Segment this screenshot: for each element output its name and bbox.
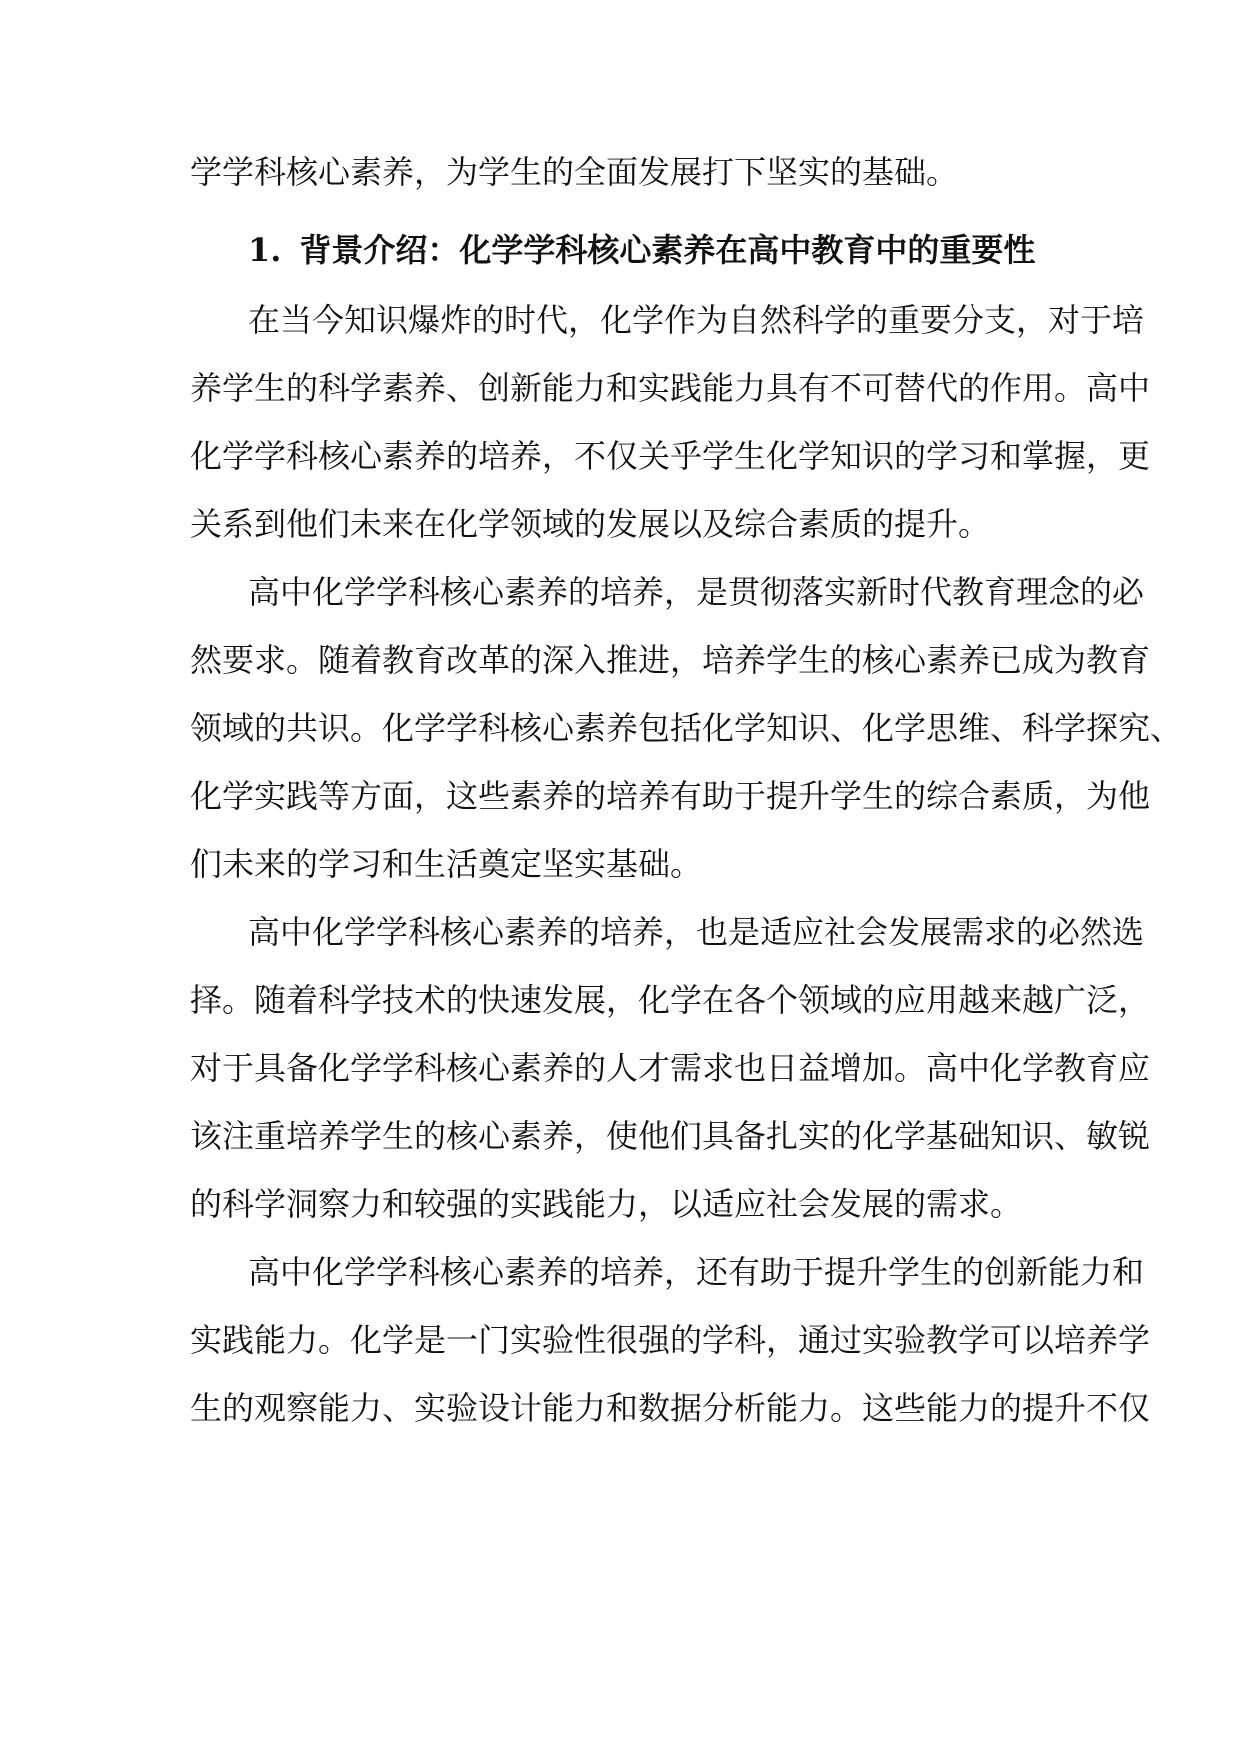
paragraph-line: 高中化学学科核心素养的培养，是贯彻落实新时代教育理念的必 bbox=[248, 573, 1145, 611]
paragraph-line: 在当今知识爆炸的时代，化学作为自然科学的重要分支，对于培 bbox=[248, 301, 1145, 339]
paragraph-line: 关系到他们未来在化学领域的发展以及综合素质的提升。 bbox=[190, 505, 991, 543]
paragraph-line: 领域的共识。化学学科核心素养包括化学知识、化学思维、科学探究、 bbox=[190, 709, 1183, 747]
paragraph-line: 养学生的科学素养、创新能力和实践能力具有不可替代的作用。高中 bbox=[190, 369, 1151, 407]
paragraph-line: 化学学科核心素养的培养，不仅关乎学生化学知识的学习和掌握，更 bbox=[190, 437, 1151, 475]
paragraph-line: 的科学洞察力和较强的实践能力，以适应社会发展的需求。 bbox=[190, 1185, 1023, 1223]
paragraph-line: 实践能力。化学是一门实验性很强的学科，通过实验教学可以培养学 bbox=[190, 1321, 1151, 1359]
section-number: 1. bbox=[248, 231, 282, 269]
section-title: 背景介绍：化学学科核心素养在高中教育中的重要性 bbox=[299, 231, 1036, 269]
paragraph-line: 然要求。随着教育改革的深入推进，培养学生的核心素养已成为教育 bbox=[190, 641, 1151, 679]
paragraph-line: 对于具备化学学科核心素养的人才需求也日益增加。高中化学教育应 bbox=[190, 1049, 1151, 1087]
section-heading bbox=[248, 230, 1035, 270]
paragraph-line: 高中化学学科核心素养的培养，也是适应社会发展需求的必然选 bbox=[248, 913, 1145, 951]
paragraph-line: 化学实践等方面，这些素养的培养有助于提升学生的综合素质，为他 bbox=[190, 777, 1151, 815]
paragraph-line: 该注重培养学生的核心素养，使他们具备扎实的化学基础知识、敏锐 bbox=[190, 1117, 1151, 1155]
paragraph-line: 高中化学学科核心素养的培养，还有助于提升学生的创新能力和 bbox=[248, 1253, 1145, 1291]
paragraph-line: 们未来的学习和生活奠定坚实基础。 bbox=[190, 845, 703, 883]
paragraph-line: 生的观察能力、实验设计能力和数据分析能力。这些能力的提升不仅 bbox=[190, 1389, 1151, 1427]
continuation-line: 学学科核心素养，为学生的全面发展打下坚实的基础。 bbox=[190, 153, 959, 191]
paragraph-line: 择。随着科学技术的快速发展，化学在各个领域的应用越来越广泛， bbox=[190, 981, 1151, 1019]
